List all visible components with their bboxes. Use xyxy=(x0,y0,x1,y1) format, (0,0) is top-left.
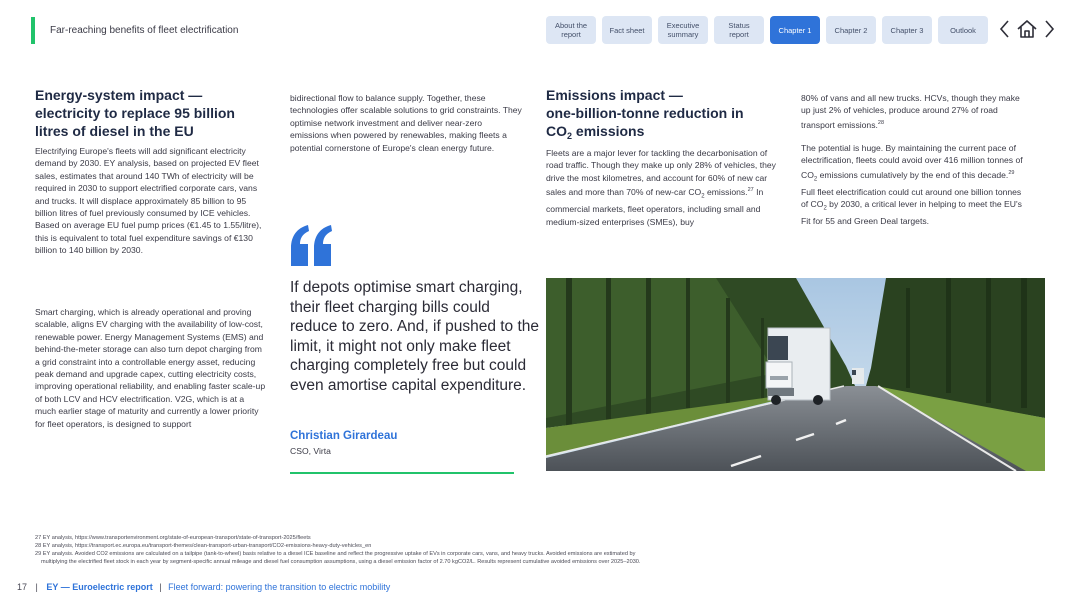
nav-status-report[interactable]: Status report xyxy=(714,16,764,44)
nav-chapter-1[interactable]: Chapter 1 xyxy=(770,16,820,44)
emissions-paragraph-2: 80% of vans and all new trucks. HCVs, though they make up just 2% of vehicles, produce around 27% of road transport emissions.$^{28}$ xyxy=(801,93,1020,130)
page-footer: 17 | EY — Euroelectric report | Fleet forward: powering the transition to electric mobility xyxy=(17,582,391,592)
nav-arrows xyxy=(998,19,1056,39)
section-title: Far-reaching benefits of fleet electrification xyxy=(50,25,239,36)
emissions-heading-line-2: one-billion-tonne reduction in xyxy=(546,105,744,121)
energy-paragraph-2: Smart charging, which is already operational and proving scalable, aligns EV charging with the availability of low-cost, renewable power. Energy Management Systems (EMS) and behind-the-meter storage can also turn depot charging from a grid constraint into a controllable energy asset, reducing peak demand and upgrade capex, cutting electricity costs, improving operational reliability, and enabling faster scale-up of both LCV and HCV electrification. V2G, which is at a much earlier stage of maturity and currently a lower priority for fleet operators, is designed to support xyxy=(35,307,266,429)
energy-heading: Energy-system impact — electricity to replace 95 billion litres of diesel in the EU xyxy=(35,87,235,139)
nav-chapter-3[interactable]: Chapter 3 xyxy=(882,16,932,44)
footer-brand[interactable]: EY — Euroelectric report xyxy=(46,582,153,592)
quote-author: Christian Girardeau xyxy=(290,430,398,442)
quote-icon xyxy=(288,222,336,270)
nav-about-report[interactable]: About the report xyxy=(546,16,596,44)
header-accent-bar xyxy=(31,17,35,44)
emissions-heading xyxy=(546,86,776,145)
emissions-heading-line-1: Emissions impact — xyxy=(546,87,683,103)
nav-chapter-2[interactable]: Chapter 2 xyxy=(826,16,876,44)
home-icon[interactable] xyxy=(1016,19,1038,39)
pull-quote: If depots optimise smart charging, their fleet charging bills could reduce to zero. And, if pushed to the limit, it might not only make fleet charging completely free but could even amortise capital expenditure. xyxy=(290,279,540,394)
chevron-left-icon[interactable] xyxy=(998,19,1010,39)
emissions-paragraph-1: Fleets are a major lever for tackling the decarbonisation of road traffic. Though they make up only 28% of vehicles, they drive the most kilometres, and account for 60% of new car sales and more than 70% of new-car $CO_2$ emissions.$^{27}$ In commercial markets, fleet operators, including small and medium-sized enterprises (SMEs), buy xyxy=(546,148,776,227)
nav-outlook[interactable]: Outlook xyxy=(938,16,988,44)
footnote-28: 28 EY analysis, https://transport.ec.europa.eu/transport-themes/clean-transport-urban-transport/CO2-emissions-heavy-duty-vehicles_en xyxy=(35,543,372,549)
footer-subtitle: Fleet forward: powering the transition to electric mobility xyxy=(168,582,391,592)
truck-road-photo xyxy=(546,278,1045,471)
emissions-heading-line-3: $CO_2$ emissions xyxy=(546,123,645,141)
nav-fact-sheet[interactable]: Fact sheet xyxy=(602,16,652,44)
quote-role: CSO, Virta xyxy=(290,446,331,456)
emissions-paragraph-3: The potential is huge. By maintaining the current pace of electrification, fleets could avoid over 416 million tonnes of $CO_2$ emissions cumulatively by the end of this decade.$^{29}$ Full fleet electrification could cut around one billion tonnes of $CO_2$ by 2030, a critical lever in helping to meet the EU's Fit for 55 and Green Deal targets. xyxy=(801,143,1023,227)
footnotes xyxy=(35,534,1045,566)
footnote-27: 27 EY analysis, https://www.transportenvironment.org/state-of-european-transport/state-of-transport-2025/fleets xyxy=(35,535,311,541)
chapter-nav xyxy=(546,16,988,44)
page-number: 17 xyxy=(17,582,28,592)
quote-divider xyxy=(290,472,514,474)
footnote-29: 29 EY analysis. Avoided CO2 emissions are calculated on a tailpipe (tank-to-wheel) basis relative to a diesel ICE baseline and reflect the progressive uptake of EVs in corporate cars, vans, and heavy trucks. Avoided emissions are estimated by xyxy=(35,551,636,557)
chevron-right-icon[interactable] xyxy=(1044,19,1056,39)
energy-paragraph-3: bidirectional flow to balance supply. Together, these technologies offer scalable solutions to grid constraints. They optimise network investment and deliver near-zero emissions when powered by renewables, making fleets a potential cornerstone of Europe's clean energy future. xyxy=(290,93,522,153)
nav-executive-summary[interactable]: Executive summary xyxy=(658,16,708,44)
energy-paragraph-1: Electrifying Europe's fleets will add significant electricity demand by 2030. EY analysis, based on projected EV fleet sales, estimates that around 140 TWh of electricity will be required in 2030 to support electrified corporate cars, vans and trucks. It will displace approximately 85 billion to 95 billion litres of fuel previously consumed by ICE vehicles. Based on average EU fuel pump prices (€1.45 to 1.55/litre), this is equivalent to total fuel expenditure savings of €130 billion to 140 billion by 2030. xyxy=(35,146,262,256)
footnote-29-cont: multiplying the electrified fleet stock in each year by segment-specific annual mileage and diesel fuel consumption assumptions, using a diesel emission factor of 2.70 kgCO2/L. Results represent cumulative avoided emissions over 2025–2030. xyxy=(41,559,641,565)
